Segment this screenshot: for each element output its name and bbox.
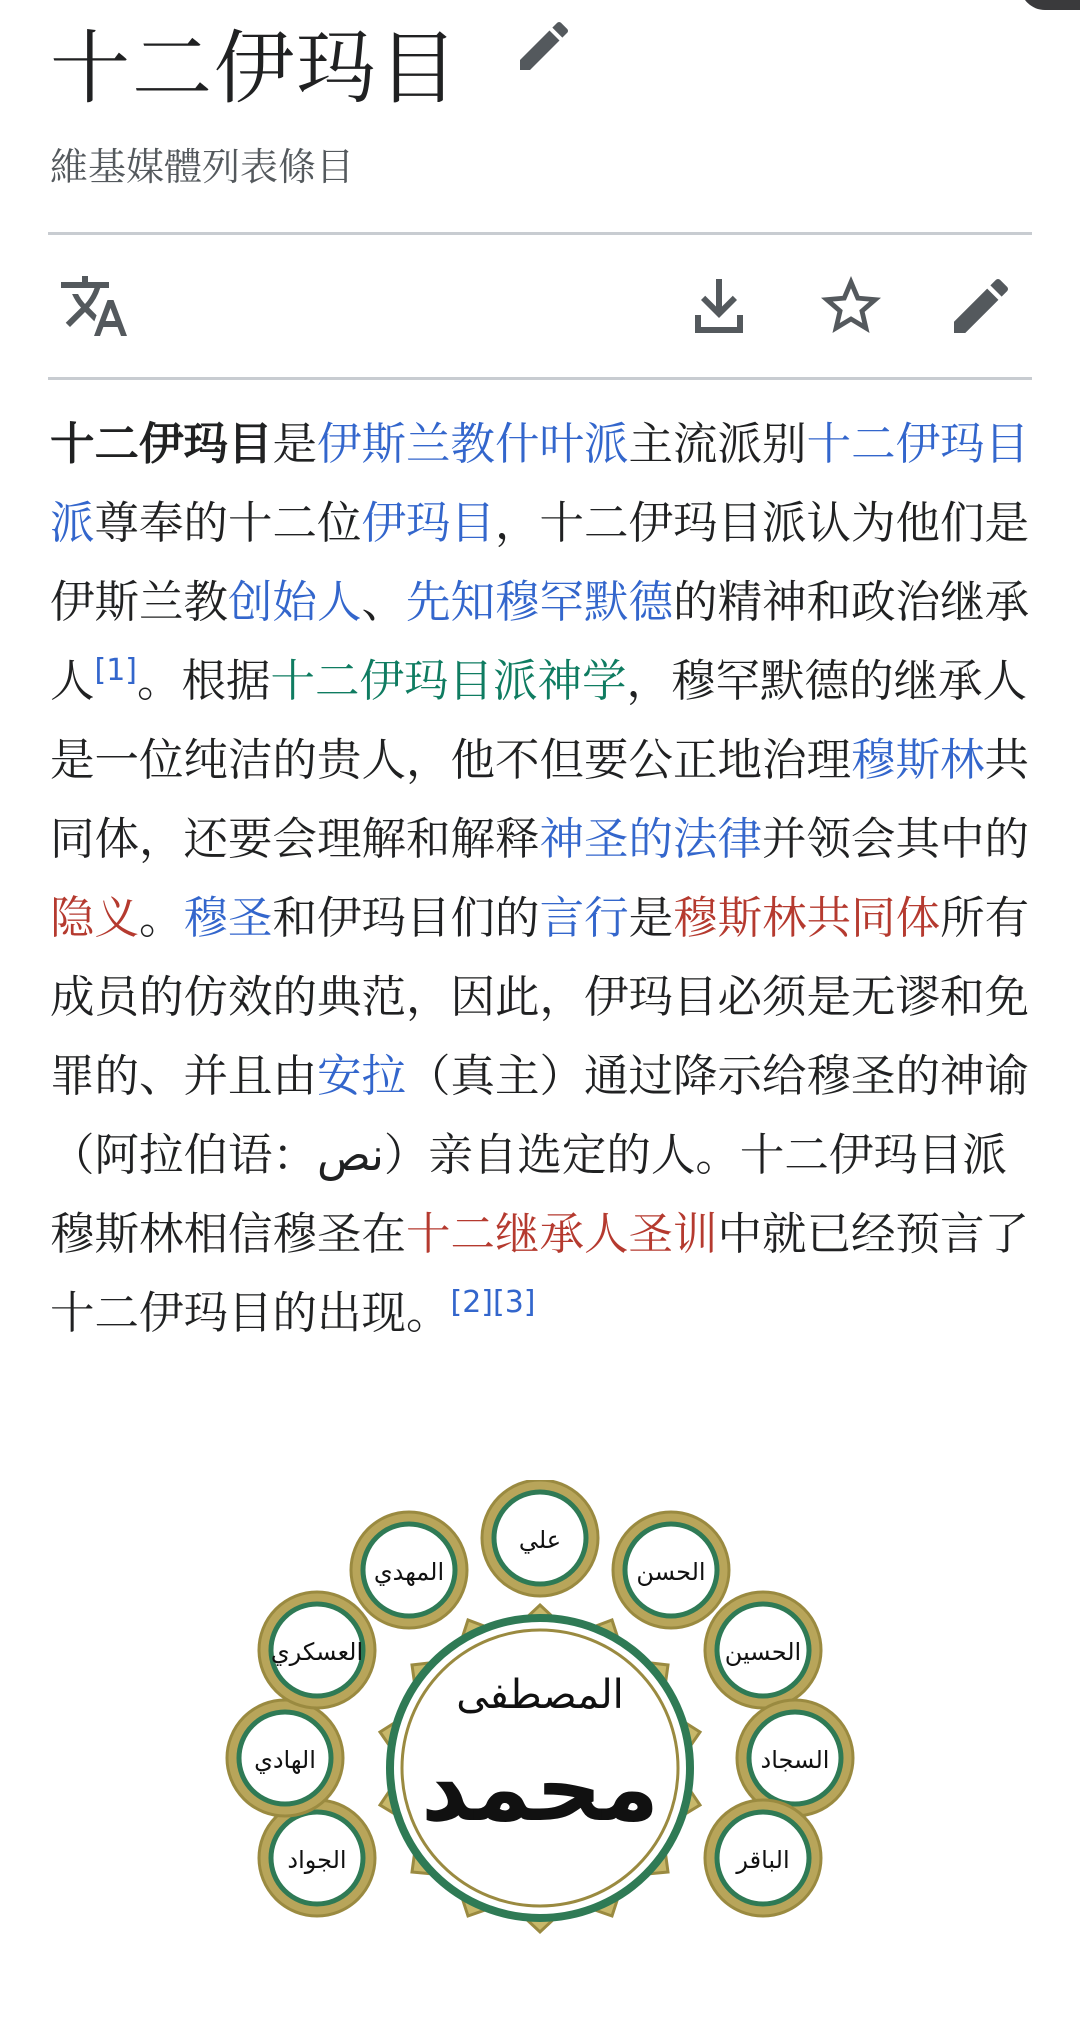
translate-icon[interactable] (58, 270, 130, 342)
link-allah[interactable]: 安拉 (317, 1051, 407, 1102)
text: 共同体，还要会理解和解释 (50, 735, 1030, 865)
imam-medallion-label: علي (518, 1526, 562, 1554)
imam-medallion-label: السجاد (760, 1746, 830, 1774)
imam-medallion (705, 1800, 821, 1916)
imam-medallion (482, 1480, 598, 1596)
redlink-twelve-successors-hadith[interactable]: 十二继承人圣训 (406, 1209, 718, 1260)
title-edit-pencil-icon[interactable] (512, 14, 576, 78)
star-icon[interactable] (815, 270, 887, 342)
divider (48, 377, 1032, 380)
link-imam[interactable]: 伊玛目 (361, 498, 496, 549)
status-corner (1020, 0, 1080, 10)
redlink-muslim-community[interactable]: 穆斯林共同体 (673, 893, 941, 944)
text: （真主）通过降示给穆圣的神谕（阿拉伯语： (50, 1051, 1030, 1181)
article-subject-bold: 十二伊玛目 (50, 419, 273, 470)
central-medallion (380, 1605, 700, 1932)
imam-medallion (351, 1512, 467, 1628)
medallion-center-text: محمد (420, 1735, 660, 1842)
imam-medallion (227, 1700, 343, 1816)
download-icon[interactable] (683, 270, 755, 342)
article-lead-paragraph (50, 405, 1035, 1353)
text: ，穆罕默德的继承人是一位纯洁的贵人，他不但要公正地治理 (50, 656, 1028, 786)
text: 。 (139, 893, 184, 944)
citation-1[interactable]: [1] (94, 653, 138, 689)
arabic-term: نص (317, 1130, 384, 1181)
text: 是 (272, 419, 318, 470)
link-sharia[interactable]: 神圣的法律 (539, 814, 763, 865)
imam-medallion (613, 1512, 729, 1628)
page-subtitle: 維基媒體列表條目 (50, 145, 355, 189)
imam-medallion-label: العسكري (270, 1638, 364, 1666)
text: 主流派别 (628, 419, 807, 470)
page-title: 十二伊玛目 (50, 22, 460, 115)
pencil-icon[interactable] (945, 270, 1017, 342)
text: 所有成员的仿效的典范，因此，伊玛目必须是无谬和免罪的、并且由 (50, 893, 1030, 1102)
text: 、 (361, 577, 407, 628)
text: ）亲自选定的人。十二伊玛目派穆斯林相信穆圣在 (50, 1130, 1007, 1260)
redlink-hidden-meaning[interactable]: 隐义 (50, 893, 140, 944)
imam-medallion-label: الحسن (636, 1558, 706, 1586)
divider (48, 232, 1032, 235)
text: 。根据 (137, 656, 271, 707)
imam-medallion-label: الهادي (254, 1746, 316, 1774)
imam-medallion (705, 1592, 821, 1708)
link-twelver[interactable]: 十二伊玛目派 (50, 419, 1030, 549)
text: 中就已经预言了十二伊玛目的出现。 (50, 1209, 1030, 1339)
imam-medallion-label: الجواد (287, 1846, 347, 1874)
imam-medallion-label: الحسين (724, 1638, 802, 1666)
text: 并领会其中的 (762, 814, 1030, 865)
citation-2-3[interactable]: [2][3] (450, 1285, 536, 1321)
text: 尊奉的十二位 (94, 498, 362, 549)
link-twelver-theology[interactable]: 十二伊玛目派神学 (270, 656, 627, 707)
link-muslim[interactable]: 穆斯林 (851, 735, 985, 786)
medallion-top-text: المصطفى (456, 1672, 624, 1718)
text: ，十二伊玛目派认为他们是伊斯兰教 (50, 498, 1030, 628)
imam-medallion-label: المهدي (373, 1558, 445, 1586)
link-prophet-muhammad[interactable]: 先知穆罕默德 (406, 577, 674, 628)
text: 和伊玛目们的 (272, 893, 540, 944)
link-founder[interactable]: 创始人 (228, 577, 362, 628)
link-holy-prophet[interactable]: 穆圣 (183, 893, 273, 944)
text: 是 (628, 893, 674, 944)
twelve-imams-calligraphy-image[interactable] (200, 1480, 880, 2040)
link-sunnah[interactable]: 言行 (539, 893, 629, 944)
imam-medallion (737, 1700, 853, 1816)
text: 的精神和政治继承人 (50, 577, 1030, 707)
link-shia-islam[interactable]: 伊斯兰教什叶派 (317, 419, 629, 470)
imam-medallion-label: الباقر (736, 1846, 790, 1874)
imam-medallion (259, 1800, 375, 1916)
imam-medallion (259, 1592, 375, 1708)
